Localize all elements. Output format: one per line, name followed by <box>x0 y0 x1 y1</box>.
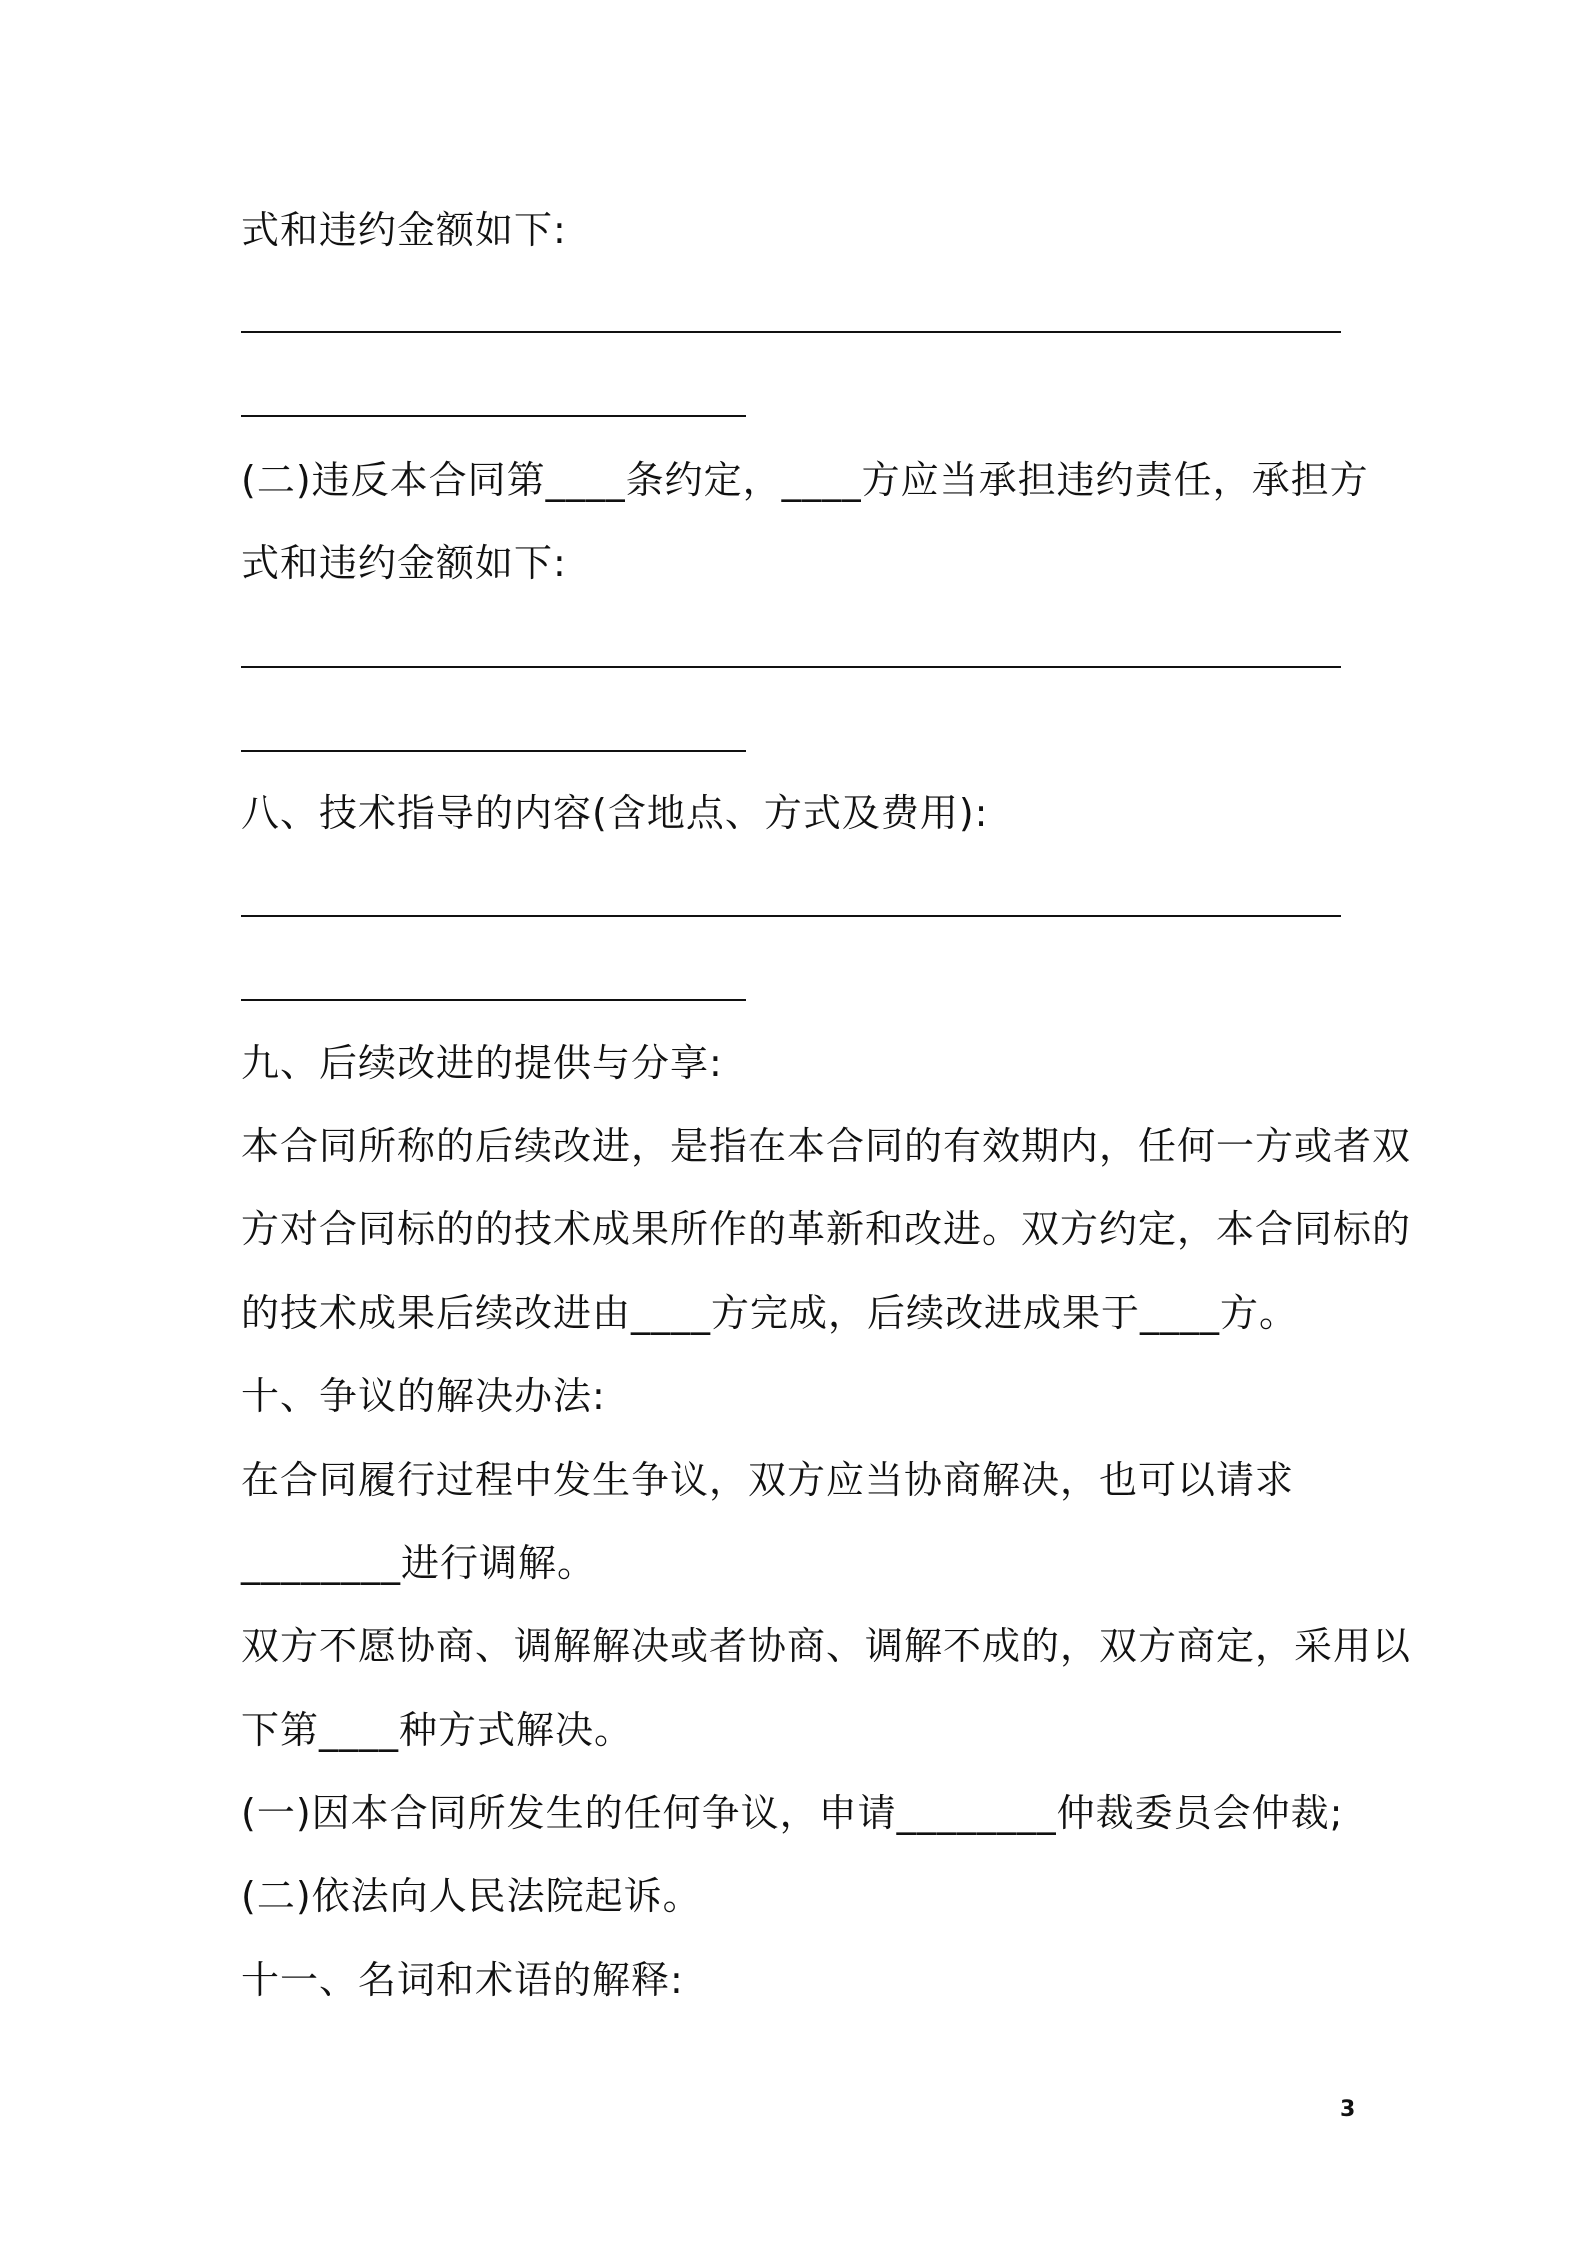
section-heading-9: 九、后续改进的提供与分享: <box>241 1041 723 1085</box>
text-line-12: 下第____种方式解决。 <box>241 1708 634 1752</box>
text-line-2: (二)违反本合同第____条约定，____方应当承担违约责任，承担方 <box>241 458 1369 502</box>
blank-fill-line <box>241 999 746 1001</box>
section-heading-10: 十、争议的解决办法: <box>241 1374 606 1418</box>
text-line-14: (二)依法向人民法院起诉。 <box>241 1874 702 1918</box>
text-line-6: 方对合同标的的技术成果所作的革新和改进。双方约定，本合同标的 <box>241 1207 1412 1251</box>
text-line-13: (一)因本合同所发生的任何争议，申请________仲裁委员会仲裁; <box>241 1791 1344 1835</box>
blank-fill-line <box>241 415 746 417</box>
section-heading-11: 十一、名词和术语的解释: <box>241 1958 684 2002</box>
text-line-7: 的技术成果后续改进由____方完成，后续改进成果于____方。 <box>241 1291 1299 1335</box>
text-line-10: ________进行调解。 <box>241 1541 597 1585</box>
text-line-1: 式和违约金额如下: <box>241 208 567 252</box>
page-number: 3 <box>1340 2097 1356 2122</box>
blank-fill-line <box>241 750 746 752</box>
blank-fill-line <box>241 666 1341 668</box>
blank-fill-line <box>241 331 1341 333</box>
section-heading-8: 八、技术指导的内容(含地点、方式及费用): <box>241 791 989 835</box>
text-line-11: 双方不愿协商、调解解决或者协商、调解不成的，双方商定，采用以 <box>241 1624 1412 1668</box>
blank-fill-line <box>241 915 1341 917</box>
text-line-9: 在合同履行过程中发生争议，双方应当协商解决，也可以请求 <box>241 1458 1295 1502</box>
text-line-3: 式和违约金额如下: <box>241 541 567 585</box>
text-line-5: 本合同所称的后续改进，是指在本合同的有效期内，任何一方或者双 <box>241 1124 1412 1168</box>
